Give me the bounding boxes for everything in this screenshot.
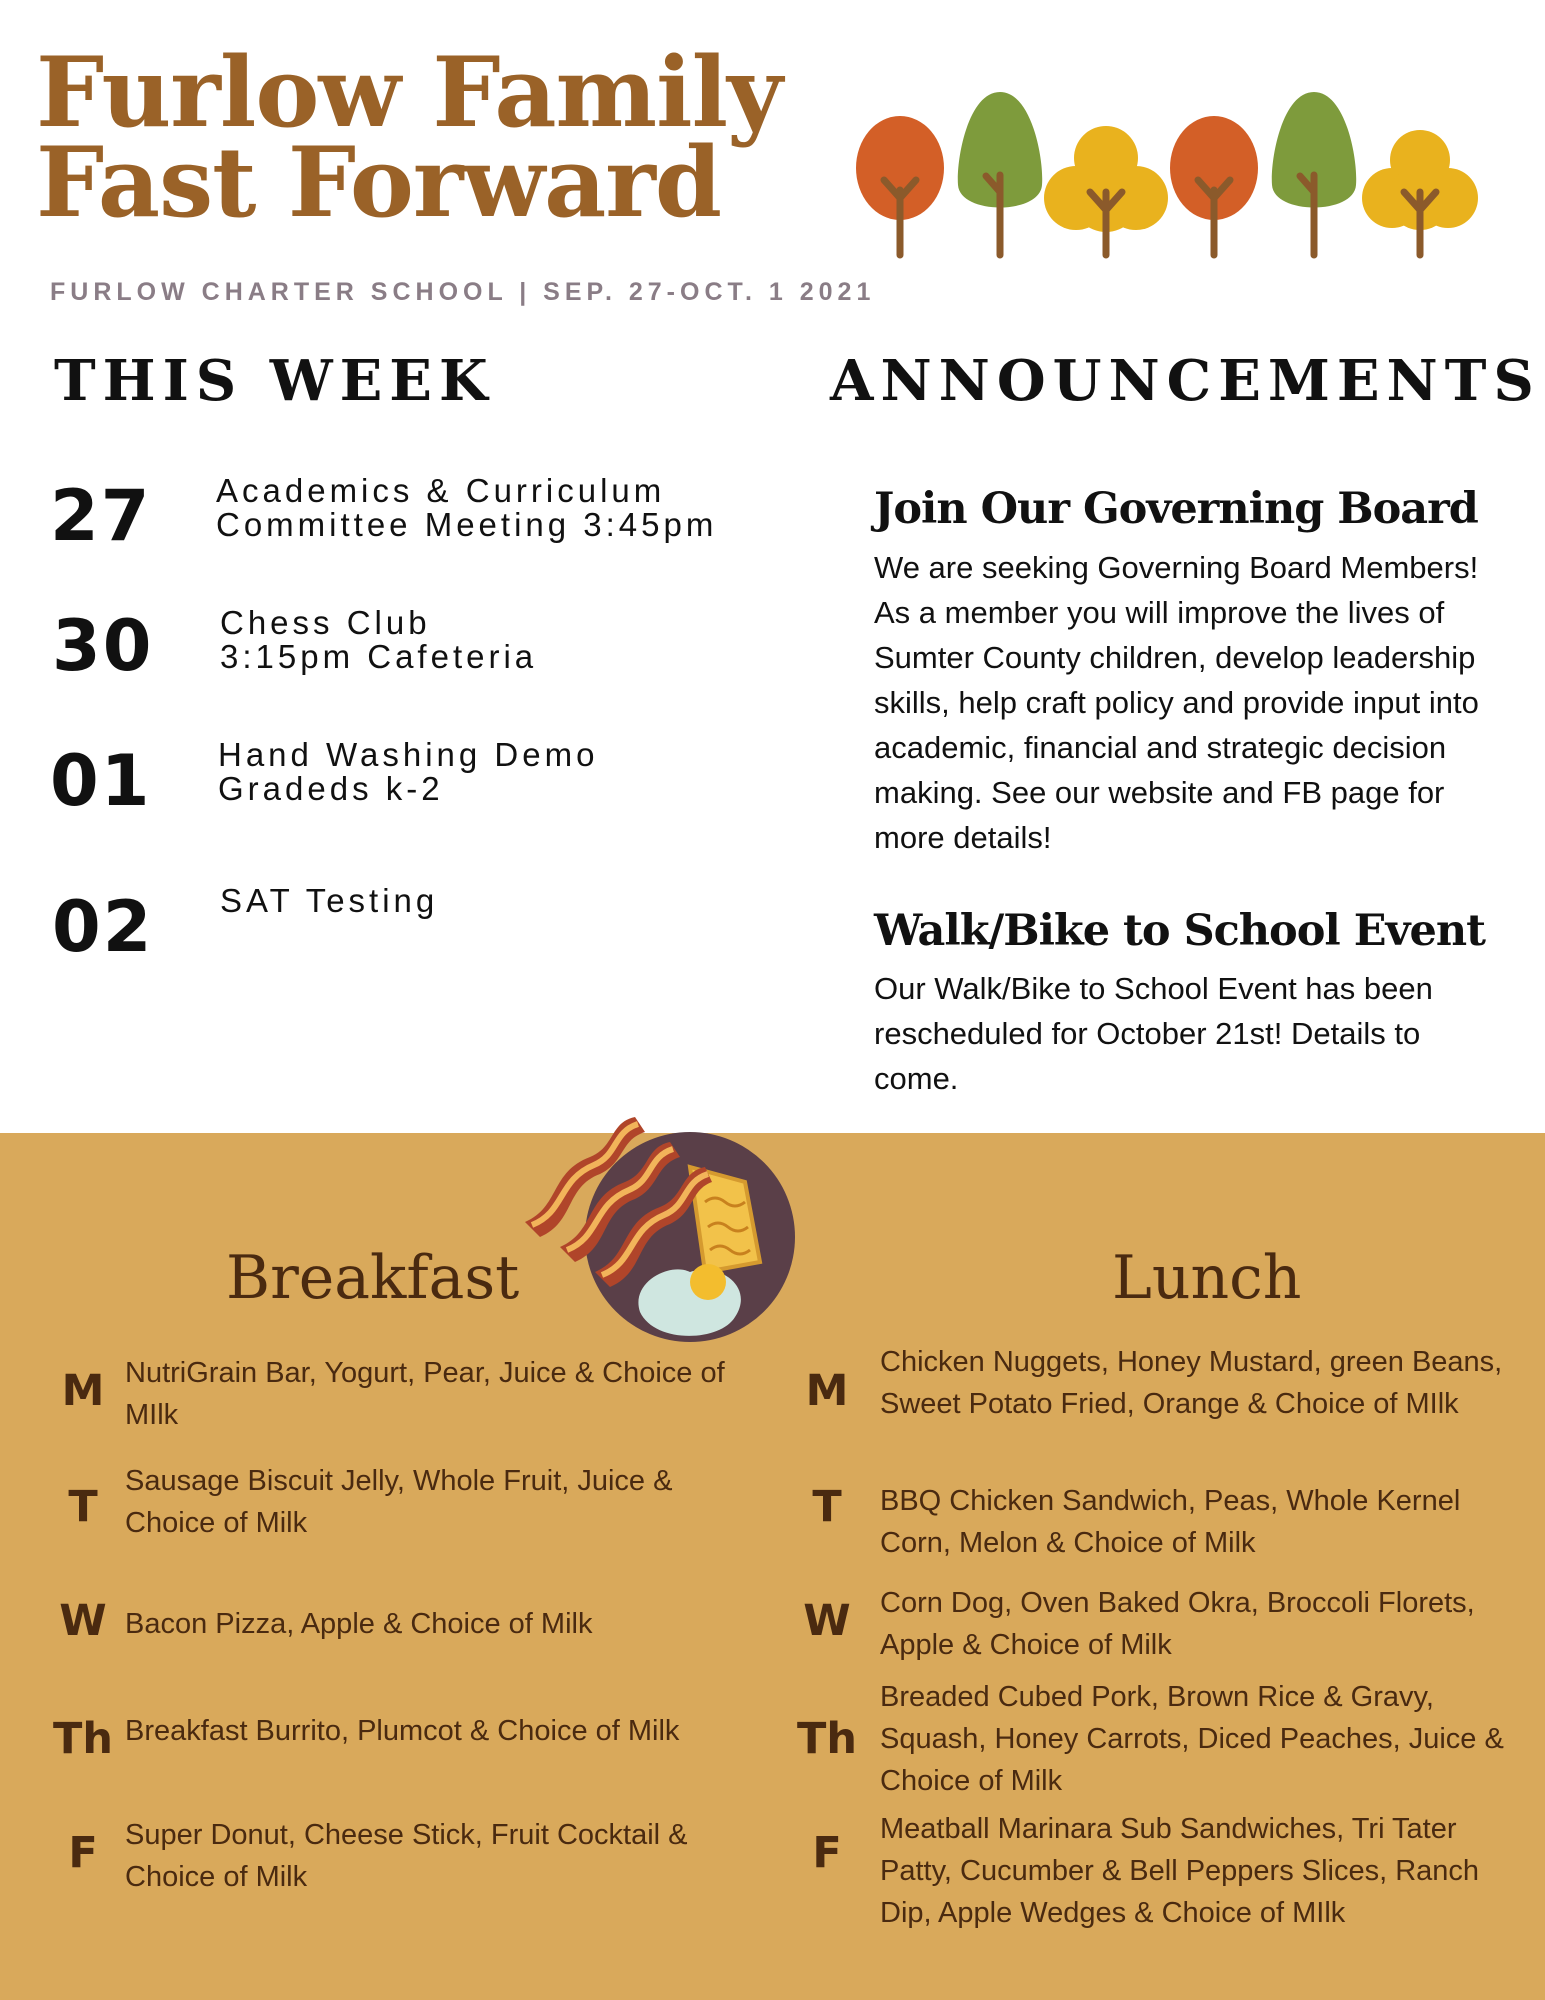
lunch-day-label: W (803, 1596, 851, 1646)
school-and-date-subtitle: FURLOW CHARTER SCHOOL | SEP. 27-OCT. 1 2021 (50, 278, 876, 306)
announcement-title: Walk/Bike to School Event (874, 906, 1485, 956)
lunch-item: Corn Dog, Oven Baked Okra, Broccoli Florets, Apple & Choice of Milk (880, 1587, 1475, 1661)
lunch-day-label: T (812, 1482, 842, 1532)
this-week-heading: THIS WEEK (54, 348, 495, 414)
title-line-1: Furlow Family (36, 36, 782, 149)
breakfast-day-label: M (61, 1366, 105, 1416)
event-day: 30 (52, 605, 154, 687)
event-description (220, 884, 438, 918)
event-day: 02 (52, 886, 154, 968)
lunch-item: Breaded Cubed Pork, Brown Rice & Gravy, Squash, Honey Carrots, Diced Peaches, Juice & Choice of Milk (880, 1681, 1504, 1797)
breakfast-item: NutriGrain Bar, Yogurt, Pear, Juice & Choice of MIlk (125, 1357, 725, 1431)
event-line-2: Committee Meeting 3:45pm (216, 506, 718, 543)
lunch-item: BBQ Chicken Sandwich, Peas, Whole Kernel Corn, Melon & Choice of Milk (880, 1485, 1461, 1559)
event-description (218, 738, 598, 806)
lunch-day-label: M (805, 1366, 849, 1416)
tree-orange-1-icon (856, 116, 944, 255)
tree-yellow-1-icon (1044, 126, 1168, 255)
newsletter-title (36, 36, 782, 239)
event-description (216, 474, 717, 542)
event-line-1: Chess Club (220, 604, 431, 641)
event-line-2: 3:15pm Cafeteria (220, 638, 538, 675)
breakfast-day-label: Th (53, 1714, 113, 1764)
announcement-body: We are seeking Governing Board Members! As a member you will improve the lives of Sumter County children, develop leadership skills, help craft policy and provide input into academic, financial and strategic decision making. See our website and FB page for more details! (874, 550, 1479, 855)
breakfast-day-label: T (68, 1482, 98, 1532)
tree-yellow-2-icon (1362, 130, 1478, 255)
announcement-title: Join Our Governing Board (874, 484, 1478, 534)
tree-green-2-icon (1272, 92, 1356, 255)
autumn-trees-illustration (848, 80, 1478, 260)
event-description (220, 606, 537, 674)
lunch-item: Chicken Nuggets, Honey Mustard, green Beans, Sweet Potato Fried, Orange & Choice of MIlk (880, 1346, 1503, 1420)
breakfast-plate-icon (520, 1112, 805, 1357)
breakfast-day-label: W (59, 1596, 107, 1646)
tree-green-1-icon (958, 92, 1042, 255)
lunch-day-label: F (812, 1828, 842, 1878)
event-day: 01 (50, 740, 152, 822)
event-day: 27 (50, 475, 152, 557)
event-line-1: SAT Testing (220, 882, 439, 919)
breakfast-day-label: F (68, 1828, 98, 1878)
lunch-item: Meatball Marinara Sub Sandwiches, Tri Tater Patty, Cucumber & Bell Peppers Slices, Ranch Dip, Apple Wedges & Choice of MIlk (880, 1813, 1480, 1929)
announcement-body: Our Walk/Bike to School Event has been rescheduled for October 21st! Details to come. (874, 971, 1433, 1096)
breakfast-item: Bacon Pizza, Apple & Choice of Milk (125, 1608, 593, 1640)
breakfast-heading: Breakfast (226, 1243, 520, 1313)
title-line-2: Fast Forward (36, 126, 721, 239)
announcements-heading: ANNOUNCEMENTS (830, 348, 1541, 414)
breakfast-item: Breakfast Burrito, Plumcot & Choice of Milk (125, 1715, 680, 1747)
breakfast-item: Super Donut, Cheese Stick, Fruit Cocktail & Choice of Milk (125, 1819, 688, 1893)
tree-orange-2-icon (1170, 116, 1258, 255)
lunch-heading: Lunch (1112, 1243, 1302, 1313)
breakfast-item: Sausage Biscuit Jelly, Whole Fruit, Juice & Choice of Milk (125, 1465, 673, 1539)
event-line-2: Gradeds k-2 (218, 770, 444, 807)
event-line-1: Hand Washing Demo (218, 736, 599, 773)
lunch-day-label: Th (797, 1714, 857, 1764)
event-line-1: Academics & Curriculum (216, 472, 666, 509)
